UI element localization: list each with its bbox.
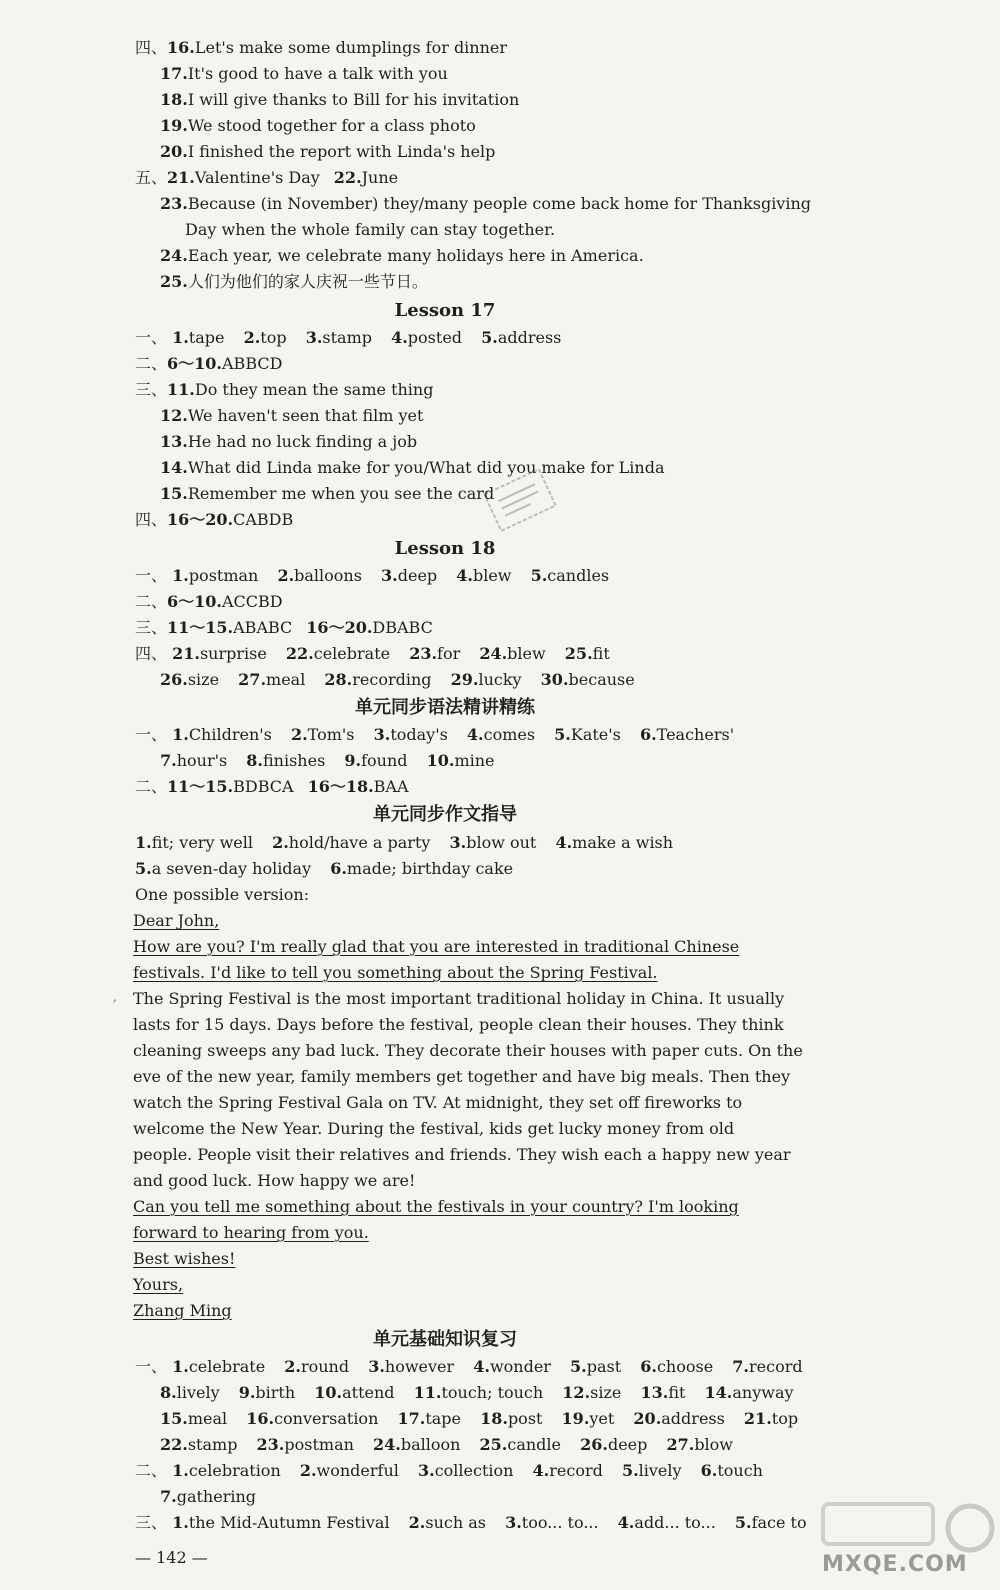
page-number: — 142 — (135, 1548, 208, 1567)
watermark-text: MXQE.COM (822, 1552, 968, 1577)
answer-line: Day when the whole family can stay together. (185, 220, 556, 239)
letter-line: festivals. I'd like to tell you something about the Spring Festival. (133, 963, 658, 982)
writing-title: 单元同步作文指导 (373, 804, 517, 825)
answer-line: 8.lively 9.birth 10.attend 11.touch; touch 12.size 13.fit 14.anyway (160, 1383, 794, 1402)
answer-line: 15.Remember me when you see the card (160, 484, 495, 503)
answer-line: 12.We haven't seen that film yet (160, 406, 424, 425)
letter-line: Can you tell me something about the festivals in your country? I'm looking (133, 1197, 739, 1216)
lesson-17-title: Lesson 17 (394, 300, 496, 321)
review-title: 单元基础知识复习 (373, 1329, 517, 1350)
answer-line: 五、21.Valentine's Day 22.June (135, 168, 399, 187)
answer-line: 三、11.Do they mean the same thing (135, 380, 434, 399)
answer-line: 22.stamp 23.postman 24.balloon 25.candle 26.deep 27.blow (160, 1435, 733, 1454)
answer-line: 17.It's good to have a talk with you (160, 64, 448, 83)
letter-line: cleaning sweeps any bad luck. They decorate their houses with paper cuts. On the (133, 1041, 803, 1060)
answer-line: 18.I will give thanks to Bill for his invitation (160, 90, 520, 109)
letter-closing: Best wishes! (133, 1249, 236, 1268)
answer-line: 1.fit; very well 2.hold/have a party 3.blow out 4.make a wish (135, 833, 674, 852)
letter-line: How are you? I'm really glad that you are interested in traditional Chinese (133, 937, 740, 956)
letter-line: lasts for 15 days. Days before the festival, people clean their houses. They think (133, 1015, 784, 1034)
answer-line: 三、 1.the Mid-Autumn Festival 2.such as 3.too... to... 4.add... to... 5.face to (135, 1513, 807, 1532)
answer-line: 7.gathering (160, 1487, 256, 1506)
answer-line: 二、 1.celebration 2.wonderful 3.collection 4.record 5.lively 6.touch (135, 1461, 763, 1480)
answer-line: 二、6～10.ACCBD (135, 592, 283, 611)
grammar-title: 单元同步语法精讲精练 (355, 697, 535, 718)
answer-line: 14.What did Linda make for you/What did you make for Linda (160, 458, 665, 477)
letter-line: people. People visit their relatives and friends. They wish each a happy new year (133, 1145, 791, 1164)
letter-closing: Yours, (133, 1275, 184, 1294)
answer-line: 四、16～20.CABDB (135, 510, 294, 529)
letter-line: watch the Spring Festival Gala on TV. At midnight, they set off fireworks to (133, 1093, 743, 1112)
letter-line: The Spring Festival is the most important traditional holiday in China. It usually (133, 989, 785, 1008)
answer-line: 19.We stood together for a class photo (160, 116, 476, 135)
answer-line: 20.I finished the report with Linda's help (160, 142, 496, 161)
answer-line: 25.人们为他们的家人庆祝一些节日。 (160, 272, 428, 291)
answer-line: 二、11～15.BDBCA 16～18.BAA (135, 777, 409, 796)
answer-line: 三、11～15.ABABC 16～20.DBABC (135, 618, 433, 637)
letter-line: eve of the new year, family members get together and have big meals. Then they (133, 1067, 791, 1086)
answer-line: 四、 21.surprise 22.celebrate 23.for 24.blew 25.fit (135, 644, 610, 663)
letter-line: and good luck. How happy we are! (133, 1171, 416, 1190)
answer-line: 四、16.Let's make some dumplings for dinner (135, 38, 508, 57)
letter-line: forward to hearing from you. (133, 1223, 369, 1242)
version-label: One possible version: (135, 885, 310, 904)
answer-page: 四、16.Let's make some dumplings for dinner 17.It's good to have a talk with you 18.I will give thanks to Bill for his invitation 19.We stood together for a class photo 20.I finished the report with Linda's help 五、21.Valentine's Day 22.June 23.Because (in November) they/many people come back home for Thanksgiving Day when the whole family can stay together. 24.Each year, we celebrate many holidays here in America. 25.人们为他们的家人庆祝一些节日。 Lesson 17 一、 1.tape 2.top 3.stamp 4.posted 5.address 二、6～10.ABBCD 三、11.Do they mean the same thing 12.We haven't seen that film yet 13.He had no luck finding a job 14.What did Linda make for you/What did you make for Linda 15.Remember me when you see the card 四、16～20.CABDB Lesson 18 一、 1.postman 2.balloons 3.deep 4.blew 5.candles 二、6～10.ACCBD 三、11～15.ABABC 16～20.DBABC 四、 21.surprise 22.celebrate 23.for 24.blew 25.fit 26.size 27.meal 28.recording 29.lucky 30.because 单元同步语法精讲精练 一、 1.Children's 2.Tom's 3.today's 4.comes 5.Kate's 6.Teachers' 7.hour's 8.finishes 9.found 10.mine 二、11～15.BDBCA 16～18.BAA 单元同步作文指导 1.fit; very well 2.hold/have a party 3.blow out 4.make a wish 5.a seven-day holiday 6.made; birthday cake One possible version: Dear John, How are you? I'm really glad that you are interested in traditional Chinese festivals. I'd like to tell you something about the Spring Festival. , The Spring Festival is the most important traditional holiday in China. It usually lasts for 15 days. Days before the festival, people clean their houses. They think cleaning sweeps any bad luck. They decorate their houses with paper cuts. On the eve of the new year, family members get together and have big meals. Then they watch the Spring Festival Gala on TV. At midnight, they set off fireworks to welcome the New Year. During the festival, kids get lucky money from old people. People visit their relatives and friends. They wish each a happy new year and good luck. How happy we are! Can you tell me something about the festivals in your country? I'm looking forward to hearing from you. Best wishes! Yours, Zhang Ming 单元基础知识复习 一、 1.celebrate 2.round 3.however 4.wonder 5.past 6.choose 7.record 8.lively 9.birth 10.attend 11.touch; touch 12.size 13.fit 14.anyway 15.meal 16.conversation 17.tape 18.post 19.yet 20.address 21.top 22.stamp 23.postman 24.balloon 25.candle 26.deep 27.blow 二、 1.celebration 2.wonderful 3.collection 4.record 5.lively 6.touch 7.gathering 三、 1.the Mid-Autumn Festival 2.such as 3.too... to... 4.add... to... 5.face to — 142 — MXQE.COM (0, 0, 1000, 1590)
answer-line: 一、 1.postman 2.balloons 3.deep 4.blew 5.candles (135, 566, 610, 585)
answer-line: 7.hour's 8.finishes 9.found 10.mine (160, 751, 495, 770)
answer-line: 二、6～10.ABBCD (135, 354, 283, 373)
letter-line: welcome the New Year. During the festival, kids get lucky money from old (133, 1119, 735, 1138)
answer-line: 一、 1.Children's 2.Tom's 3.today's 4.comes 5.Kate's 6.Teachers' (135, 725, 735, 744)
answer-line: 15.meal 16.conversation 17.tape 18.post 19.yet 20.address 21.top (160, 1409, 799, 1428)
answer-line: 23.Because (in November) they/many people come back home for Thanksgiving (160, 194, 812, 213)
letter-signature: Zhang Ming (133, 1301, 232, 1320)
answer-line: 13.He had no luck finding a job (160, 432, 418, 451)
answer-line: 24.Each year, we celebrate many holidays here in America. (160, 246, 644, 265)
answer-line: 5.a seven-day holiday 6.made; birthday cake (135, 859, 514, 878)
answer-line: 一、 1.tape 2.top 3.stamp 4.posted 5.address (135, 328, 562, 347)
letter-greeting: Dear John, (133, 911, 220, 930)
answer-line: 26.size 27.meal 28.recording 29.lucky 30.because (160, 670, 635, 689)
lesson-18-title: Lesson 18 (394, 538, 496, 559)
answer-line: 一、 1.celebrate 2.round 3.however 4.wonder 5.past 6.choose 7.record (135, 1357, 803, 1376)
